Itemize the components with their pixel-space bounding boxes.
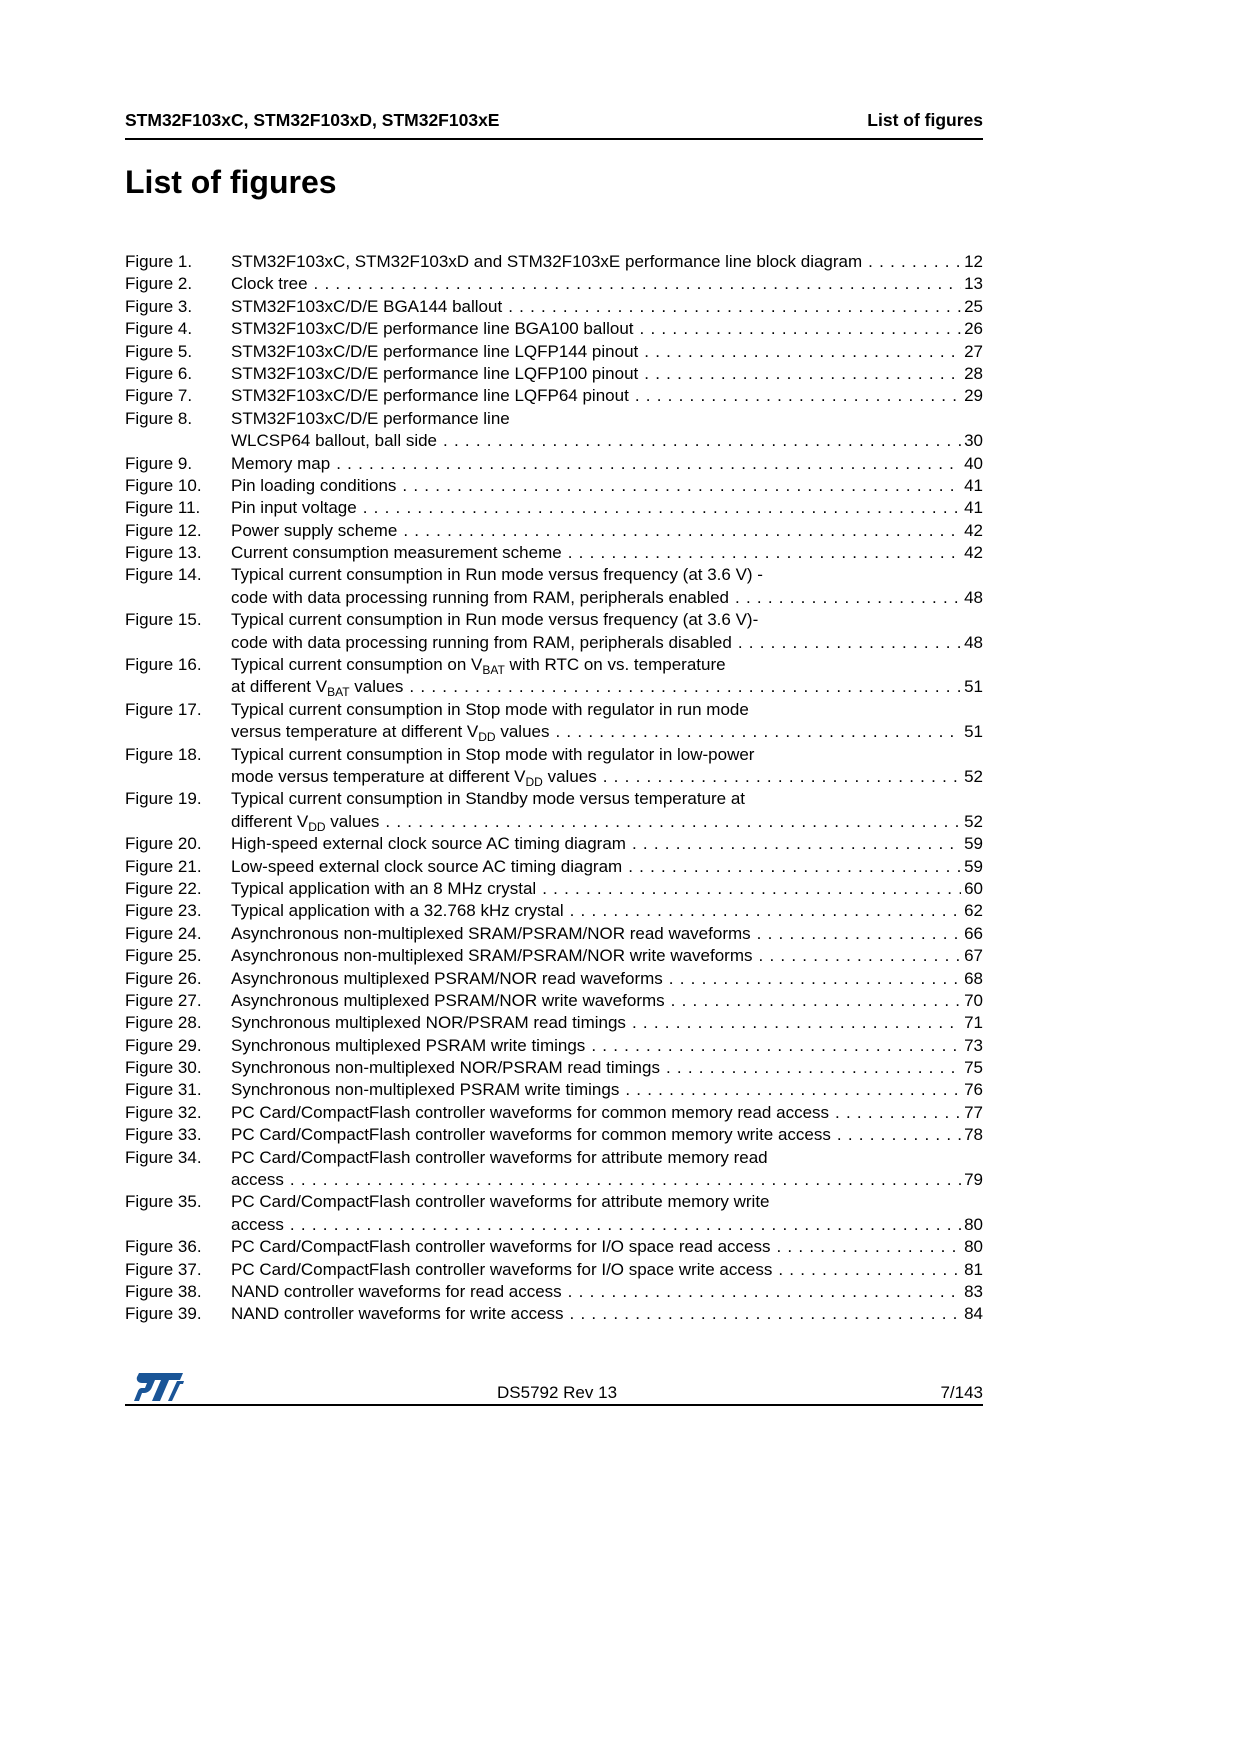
figure-label: Figure 26.	[125, 968, 202, 988]
header-divider	[125, 138, 983, 140]
figure-page-number[interactable]: 28	[964, 363, 983, 383]
figure-entry[interactable]	[125, 1035, 983, 1057]
leader-dots	[638, 341, 961, 363]
figure-label: Figure 36.	[125, 1237, 202, 1257]
leader-dots	[638, 363, 961, 385]
figure-entry-continuation[interactable]	[125, 587, 983, 609]
leader-dots	[772, 1259, 961, 1281]
figure-entry[interactable]	[125, 900, 983, 922]
leader-dots	[564, 900, 961, 922]
figure-page-number[interactable]: 41	[964, 475, 983, 495]
leader-dots	[284, 1169, 961, 1191]
figure-entry-continuation[interactable]	[125, 676, 983, 698]
figure-page-number[interactable]: 59	[964, 834, 983, 854]
figure-entry[interactable]	[125, 1303, 983, 1325]
figure-entry[interactable]	[125, 744, 983, 766]
leader-dots	[549, 721, 961, 743]
figure-title: Synchronous non-multiplexed PSRAM write timings	[231, 1080, 620, 1100]
figure-entry-continuation[interactable]	[125, 721, 983, 743]
figure-label: Figure 10.	[125, 475, 202, 495]
figure-entry-continuation[interactable]	[125, 632, 983, 654]
figure-label: Figure 7.	[125, 386, 193, 406]
figure-title: Typical application with a 32.768 kHz crystal	[231, 901, 564, 921]
figure-page-number[interactable]: 76	[964, 1080, 983, 1100]
figure-title: at different $V_{BAT}$ values	[231, 677, 404, 699]
figure-title: Synchronous multiplexed PSRAM write timings	[231, 1035, 586, 1055]
figure-entry-continuation[interactable]	[125, 1214, 983, 1236]
figure-title: PC Card/CompactFlash controller waveforms for common memory read access	[231, 1102, 830, 1122]
page-header	[125, 107, 983, 131]
leader-dots	[330, 453, 961, 475]
figure-entry[interactable]	[125, 497, 983, 519]
figure-page-number[interactable]: 52	[964, 811, 983, 831]
figure-label: Figure 24.	[125, 923, 202, 943]
figure-title: STM32F103xC/D/E performance line LQFP100 pinout	[231, 363, 639, 383]
figure-entry[interactable]	[125, 856, 983, 878]
leader-dots	[660, 1057, 961, 1079]
figure-label: Figure 16.	[125, 655, 202, 675]
figure-entry[interactable]	[125, 1102, 983, 1124]
figure-page-number[interactable]: 79	[964, 1170, 983, 1190]
figure-label: Figure 29.	[125, 1035, 202, 1055]
figure-entry[interactable]	[125, 609, 983, 631]
figure-page-number[interactable]: 70	[964, 990, 983, 1010]
figure-label: Figure 19.	[125, 789, 202, 809]
st-logo-icon	[133, 1371, 185, 1403]
figure-title: Typical current consumption in Stop mode with regulator in run mode	[231, 699, 749, 719]
page-title: List of figures	[125, 164, 337, 200]
leader-dots	[619, 1079, 961, 1101]
figure-label: Figure 14.	[125, 565, 202, 585]
figure-entry[interactable]	[125, 968, 983, 990]
figure-label: Figure 39.	[125, 1304, 202, 1324]
figure-label: Figure 9.	[125, 453, 193, 473]
list-of-figures	[125, 251, 983, 1326]
leader-dots	[536, 878, 961, 900]
figure-entry[interactable]	[125, 654, 983, 676]
leader-dots	[585, 1035, 961, 1057]
figure-page-number[interactable]: 52	[964, 766, 983, 786]
footer-page-number: 7/143	[940, 1383, 983, 1402]
figure-page-number[interactable]: 48	[964, 632, 983, 652]
figure-entry[interactable]	[125, 1191, 983, 1213]
figure-title: Synchronous multiplexed NOR/PSRAM read timings	[231, 1013, 626, 1033]
figure-entry[interactable]	[125, 341, 983, 363]
figure-label: Figure 13.	[125, 543, 202, 563]
figure-title: access	[231, 1214, 284, 1234]
leader-dots	[622, 856, 961, 878]
figure-title: Clock tree	[231, 274, 308, 294]
figure-title: Typical application with an 8 MHz crystal	[231, 878, 537, 898]
figure-label: Figure 38.	[125, 1281, 202, 1301]
figure-title: Asynchronous multiplexed PSRAM/NOR read waveforms	[231, 968, 663, 988]
figure-title: PC Card/CompactFlash controller waveforms for I/O space write access	[231, 1259, 773, 1279]
figure-title: access	[231, 1170, 284, 1190]
figure-title: STM32F103xC/D/E BGA144 ballout	[231, 296, 503, 316]
figure-entry[interactable]	[125, 990, 983, 1012]
leader-dots	[629, 385, 961, 407]
figure-label: Figure 37.	[125, 1259, 202, 1279]
figure-entry-continuation[interactable]	[125, 1169, 983, 1191]
leader-dots	[564, 1303, 962, 1325]
figure-page-number[interactable]: 26	[964, 319, 983, 339]
figure-title: Typical current consumption in Run mode versus frequency (at 3.6 V) -	[231, 565, 763, 585]
figure-title: Typical current consumption in Run mode versus frequency (at 3.6 V)-	[231, 610, 759, 630]
figure-label: Figure 30.	[125, 1058, 202, 1078]
footer-divider	[125, 1404, 983, 1406]
leader-dots	[753, 945, 962, 967]
figure-page-number[interactable]: 73	[964, 1035, 983, 1055]
figure-title: STM32F103xC/D/E performance line LQFP144 pinout	[231, 341, 639, 361]
figure-entry[interactable]	[125, 408, 983, 430]
figure-entry-continuation[interactable]	[125, 430, 983, 452]
figure-title: PC Card/CompactFlash controller waveforms for common memory write access	[231, 1125, 831, 1145]
figure-page-number[interactable]: 51	[964, 677, 983, 697]
leader-dots	[663, 968, 961, 990]
figure-label: Figure 2.	[125, 274, 193, 294]
figure-page-number[interactable]: 68	[964, 968, 983, 988]
figure-label: Figure 20.	[125, 834, 202, 854]
leader-dots	[597, 766, 961, 788]
figure-entry[interactable]	[125, 542, 983, 564]
leader-dots	[562, 1281, 961, 1303]
figure-entry-continuation[interactable]	[125, 811, 983, 833]
figure-page-number[interactable]: 71	[964, 1013, 983, 1033]
leader-dots	[397, 520, 961, 542]
figure-label: Figure 31.	[125, 1080, 202, 1100]
figure-entry[interactable]	[125, 923, 983, 945]
figure-page-number[interactable]: 12	[964, 252, 983, 271]
figure-label: Figure 8.	[125, 408, 193, 428]
figure-entry[interactable]	[125, 1236, 983, 1258]
figure-title: High-speed external clock source AC timing diagram	[231, 834, 626, 854]
figure-page-number[interactable]: 62	[964, 901, 983, 921]
figure-page-number[interactable]: 80	[964, 1214, 983, 1234]
figure-label: Figure 25.	[125, 946, 202, 966]
figure-label: Figure 27.	[125, 990, 202, 1010]
figure-page-number[interactable]: 81	[964, 1259, 983, 1279]
leader-dots	[562, 542, 961, 564]
figure-page-number[interactable]: 40	[964, 453, 983, 473]
leader-dots	[437, 430, 961, 452]
figure-entry[interactable]	[125, 1124, 983, 1146]
leader-dots	[308, 273, 962, 295]
header-doc-title: STM32F103xC, STM32F103xD, STM32F103xE	[125, 110, 500, 130]
figure-entry[interactable]	[125, 273, 983, 295]
figure-page-number[interactable]: 30	[964, 431, 983, 451]
figure-title: STM32F103xC, STM32F103xD and STM32F103xE performance line block diagram	[231, 252, 863, 271]
figure-label: Figure 18.	[125, 744, 202, 764]
figure-label: Figure 22.	[125, 878, 202, 898]
figure-title: Power supply scheme	[231, 520, 398, 540]
figure-entry[interactable]	[125, 564, 983, 586]
figure-entry[interactable]	[125, 1259, 983, 1281]
figure-page-number[interactable]: 77	[964, 1102, 983, 1122]
leader-dots	[862, 251, 961, 273]
figure-entry[interactable]	[125, 945, 983, 967]
leader-dots	[357, 497, 961, 519]
figure-entry[interactable]	[125, 453, 983, 475]
figure-page-number[interactable]: 42	[964, 520, 983, 540]
figure-label: Figure 6.	[125, 363, 193, 383]
figure-title: Typical current consumption in Standby mode versus temperature at	[231, 789, 746, 809]
figure-title: versus temperature at different $V_{DD}$ values	[231, 722, 550, 744]
figure-page-number[interactable]: 13	[964, 274, 983, 294]
leader-dots	[396, 475, 961, 497]
figure-entry[interactable]	[125, 363, 983, 385]
figure-entry[interactable]	[125, 1057, 983, 1079]
figure-title: WLCSP64 ballout, ball side	[231, 431, 438, 451]
figure-entry-continuation[interactable]	[125, 766, 983, 788]
header-section: List of figures	[867, 110, 983, 130]
figure-page-number[interactable]: 83	[964, 1281, 983, 1301]
figure-title: NAND controller waveforms for write access	[231, 1304, 564, 1324]
leader-dots	[831, 1124, 961, 1146]
figure-title: Low-speed external clock source AC timing diagram	[231, 856, 623, 876]
figure-page-number[interactable]: 25	[964, 296, 983, 316]
figure-page-number[interactable]: 66	[964, 923, 983, 943]
figure-page-number[interactable]: 67	[964, 946, 983, 966]
figure-title: STM32F103xC/D/E performance line	[231, 408, 510, 428]
leader-dots	[829, 1102, 961, 1124]
footer-doc-id: DS5792 Rev 13	[497, 1383, 618, 1402]
figure-label: Figure 5.	[125, 341, 193, 361]
figure-label: Figure 11.	[125, 498, 201, 518]
figure-page-number[interactable]: 51	[964, 722, 983, 742]
figure-title: mode versus temperature at different $V_{DD}$ values	[231, 766, 597, 789]
figure-title: PC Card/CompactFlash controller waveforms for attribute memory write	[231, 1192, 770, 1212]
leader-dots	[634, 318, 962, 340]
leader-dots	[665, 990, 961, 1012]
figure-entry[interactable]	[125, 520, 983, 542]
figure-title: PC Card/CompactFlash controller waveforms for I/O space read access	[231, 1237, 771, 1257]
figure-title: STM32F103xC/D/E performance line LQFP64 pinout	[231, 386, 629, 406]
leader-dots	[379, 811, 961, 833]
figure-entry[interactable]	[125, 475, 983, 497]
figure-label: Figure 34.	[125, 1147, 202, 1167]
figure-title: NAND controller waveforms for read access	[231, 1281, 562, 1301]
figure-page-number[interactable]: 80	[964, 1237, 983, 1257]
figure-label: Figure 1.	[125, 252, 193, 271]
figure-page-number[interactable]: 27	[964, 341, 983, 361]
figure-label: Figure 17.	[125, 699, 202, 719]
figure-label: Figure 32.	[125, 1102, 202, 1122]
figure-title: Asynchronous multiplexed PSRAM/NOR write waveforms	[231, 990, 665, 1010]
figure-label: Figure 3.	[125, 296, 193, 316]
leader-dots	[626, 833, 961, 855]
figure-page-number[interactable]: 48	[964, 587, 983, 607]
figure-label: Figure 33.	[125, 1125, 202, 1145]
figure-page-number[interactable]: 41	[964, 498, 983, 518]
figure-title: code with data processing running from RAM, peripherals disabled	[231, 632, 732, 652]
figure-title: STM32F103xC/D/E performance line BGA100 ballout	[231, 319, 634, 339]
figure-label: Figure 28.	[125, 1013, 202, 1033]
figure-entry[interactable]	[125, 788, 983, 810]
figure-label: Figure 15.	[125, 610, 202, 630]
figure-title: PC Card/CompactFlash controller waveforms for attribute memory read	[231, 1147, 768, 1167]
figure-entry[interactable]	[125, 1079, 983, 1101]
figure-title: Pin input voltage	[231, 498, 357, 518]
figure-entry[interactable]	[125, 296, 983, 318]
figure-entry[interactable]	[125, 1147, 983, 1169]
figure-page-number[interactable]: 29	[964, 386, 983, 406]
figure-title: Asynchronous non-multiplexed SRAM/PSRAM/NOR write waveforms	[231, 946, 753, 966]
figure-label: Figure 23.	[125, 901, 202, 921]
figure-page-number[interactable]: 60	[964, 878, 983, 898]
figure-page-number[interactable]: 78	[964, 1125, 983, 1145]
figure-entry[interactable]	[125, 1012, 983, 1034]
figure-label: Figure 4.	[125, 319, 193, 339]
figure-entry[interactable]	[125, 318, 983, 340]
figure-entry[interactable]	[125, 1281, 983, 1303]
figure-entry[interactable]	[125, 878, 983, 900]
leader-dots	[502, 296, 961, 318]
figure-entry[interactable]	[125, 699, 983, 721]
leader-dots	[403, 676, 961, 698]
figure-title: Typical current consumption in Stop mode with regulator in low-power	[231, 744, 755, 764]
figure-entry[interactable]	[125, 251, 983, 273]
figure-title: Synchronous non-multiplexed NOR/PSRAM read timings	[231, 1058, 660, 1078]
leader-dots	[751, 923, 961, 945]
figure-title: Typical current consumption on $V_{BAT}$ with RTC on vs. temperature	[231, 655, 726, 677]
figure-page-number[interactable]: 42	[964, 543, 983, 563]
figure-label: Figure 35.	[125, 1192, 202, 1212]
leader-dots	[284, 1214, 961, 1236]
leader-dots	[626, 1012, 961, 1034]
figure-entry[interactable]	[125, 833, 983, 855]
figure-page-number[interactable]: 75	[964, 1058, 983, 1078]
figure-title: Current consumption measurement scheme	[231, 543, 562, 563]
figure-page-number[interactable]: 59	[964, 856, 983, 876]
figure-label: Figure 21.	[125, 856, 202, 876]
figure-title: Asynchronous non-multiplexed SRAM/PSRAM/NOR read waveforms	[231, 923, 751, 943]
figure-title: Memory map	[231, 453, 331, 473]
leader-dots	[770, 1236, 961, 1258]
leader-dots	[732, 632, 961, 654]
leader-dots	[729, 587, 961, 609]
figure-entry[interactable]	[125, 385, 983, 407]
figure-page-number[interactable]: 84	[964, 1304, 983, 1324]
figure-title: code with data processing running from RAM, peripherals enabled	[231, 587, 729, 607]
figure-label: Figure 12.	[125, 520, 202, 540]
figure-title: different $V_{DD}$ values	[231, 811, 380, 834]
figure-title: Pin loading conditions	[231, 475, 397, 495]
